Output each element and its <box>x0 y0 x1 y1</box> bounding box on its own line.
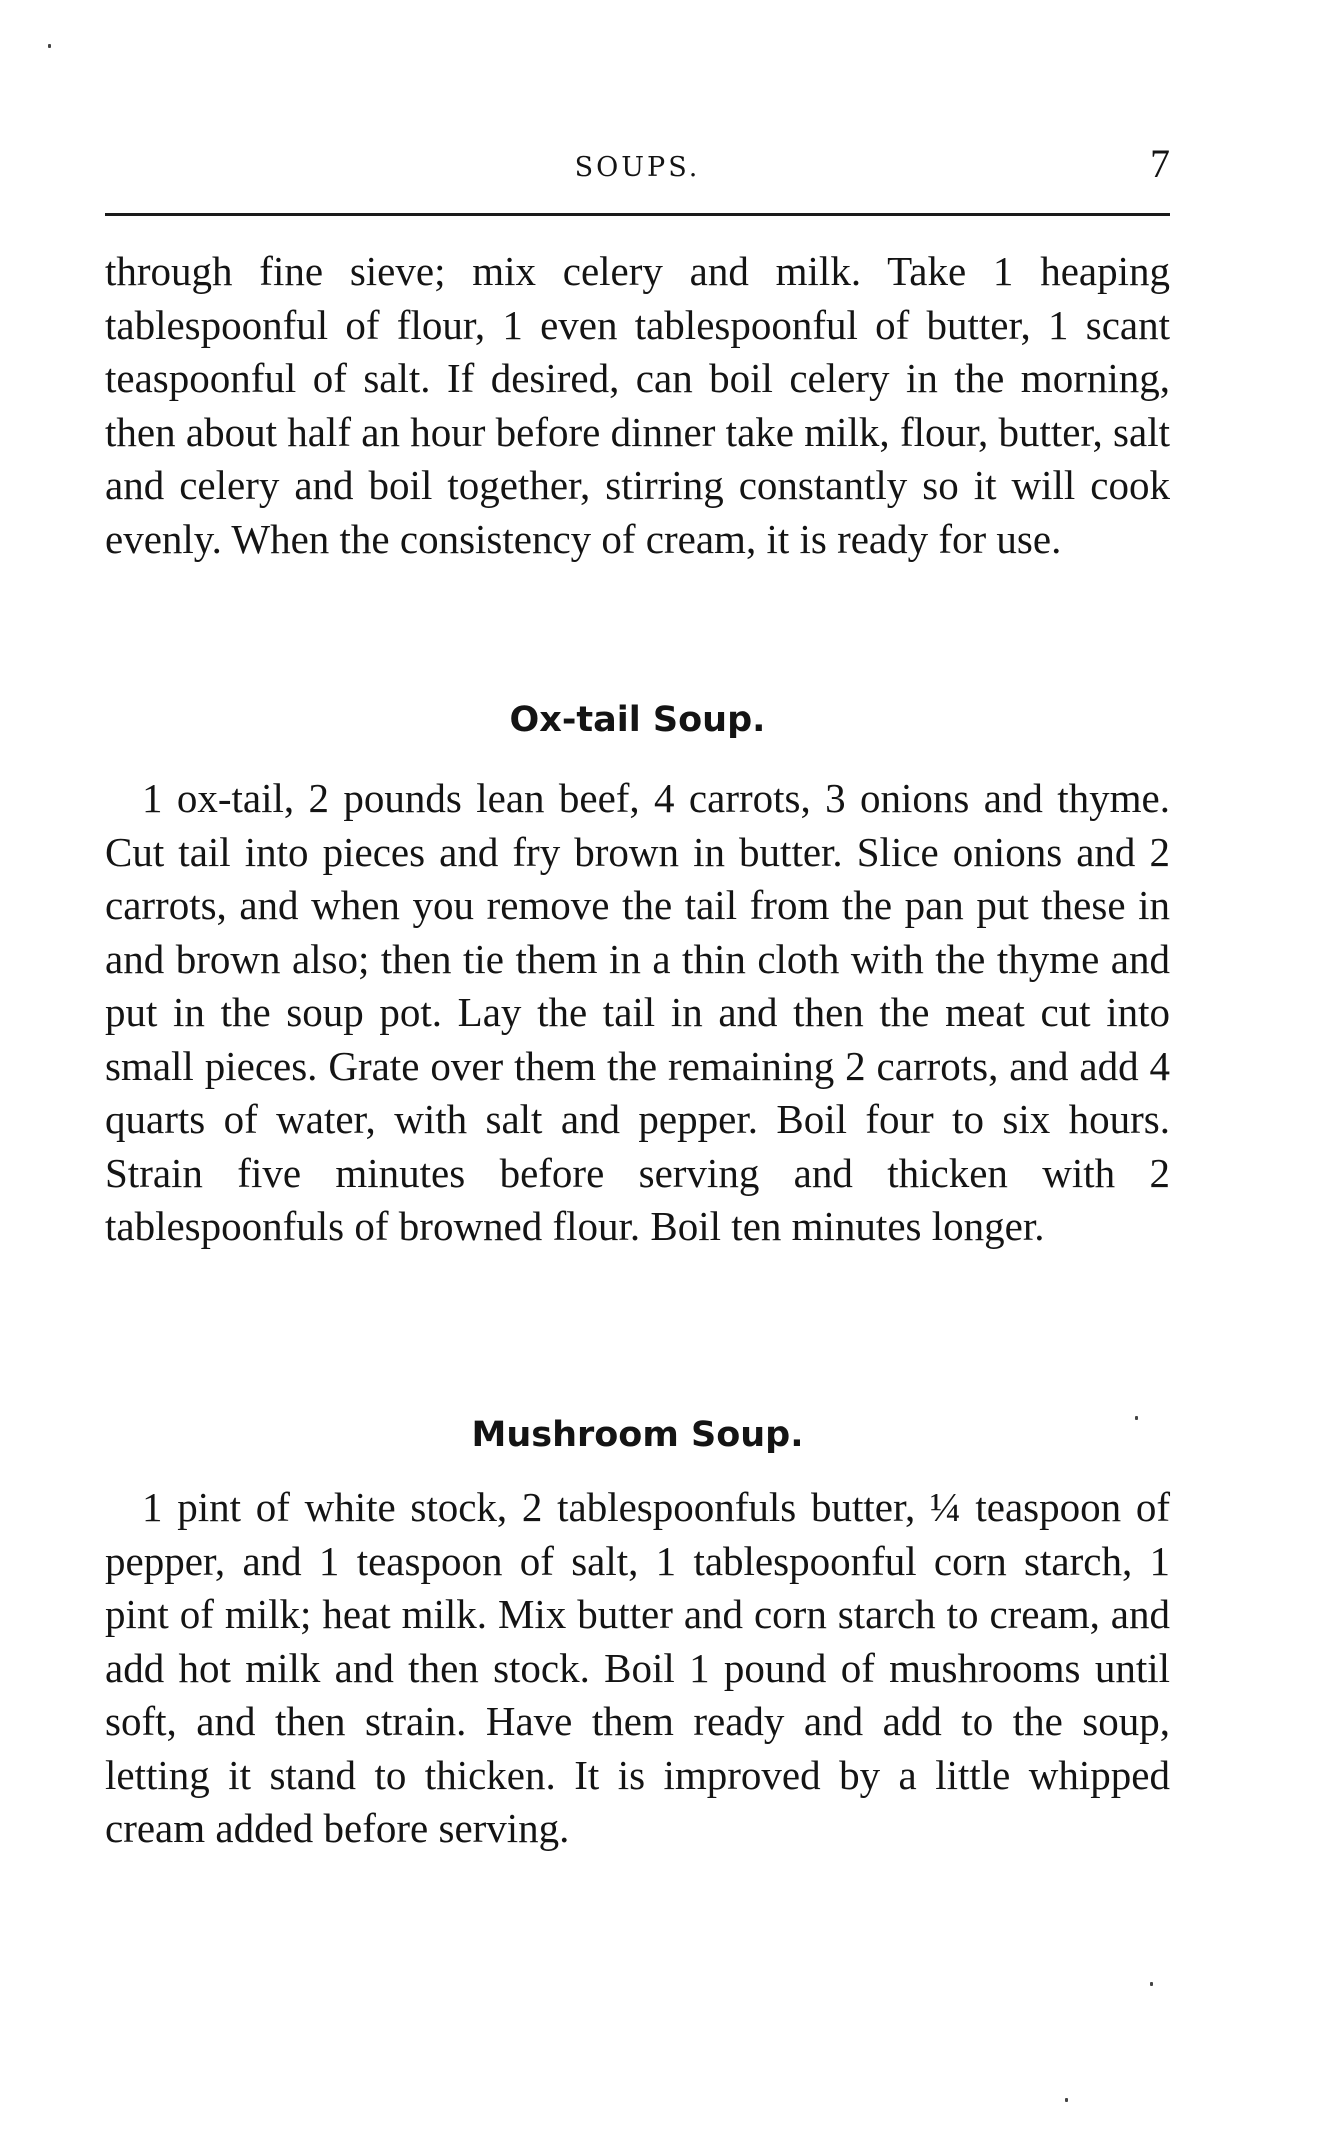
paper-speck <box>1065 2098 1068 2102</box>
oxtail-soup-heading: Ox-tail Soup. <box>509 700 766 740</box>
header-rule <box>105 213 1170 216</box>
running-head: SOUPS. <box>574 152 701 183</box>
paper-speck <box>1135 1416 1138 1420</box>
page-header <box>105 140 1170 190</box>
continuation-paragraph: through fine sieve; mix celery and milk. Take 1 heaping tablespoonful of flour, 1 even tablespoonful of butter, 1 scant teaspoonful of salt. If desired, can boil celery in the morning, then about half an hour before dinner take milk, flour, butter, salt and celery and boil together, stirring constantly so it will cook evenly. When the consistency of cream, it is ready for use. <box>105 248 1170 562</box>
page-number: 7 <box>1150 141 1170 186</box>
mushroom-soup-recipe: 1 pint of white stock, 2 tablespoonfuls butter, ¼ teaspoon of pepper, and 1 teaspoon of salt, 1 tablespoonful corn starch, 1 pint of milk; heat milk. Mix butter and corn starch to cream, and add hot milk and then stock. Boil 1 pound of mushrooms until soft, and then strain. Have them ready and add to the soup, letting it stand to thicken. It is improved by a little whipped cream added before serving. <box>105 1484 1170 1851</box>
mushroom-soup-heading: Mushroom Soup. <box>471 1415 804 1455</box>
paper-speck <box>48 44 51 48</box>
paper-speck <box>1150 1982 1153 1986</box>
oxtail-soup-recipe: 1 ox-tail, 2 pounds lean beef, 4 carrots, 3 onions and thyme. Cut tail into pieces and fry brown in butter. Slice onions and 2 carrots, and when you remove the tail from the pan put these in and brown also; then tie them in a thin cloth with the thyme and put in the soup pot. Lay the tail in and then the meat cut into small pieces. Grate over them the remaining 2 carrots, and add 4 quarts of water, with salt and pepper. Boil four to six hours. Strain five minutes before serving and thicken with 2 tablespoonfuls of browned flour. Boil ten minutes longer. <box>105 775 1170 1249</box>
